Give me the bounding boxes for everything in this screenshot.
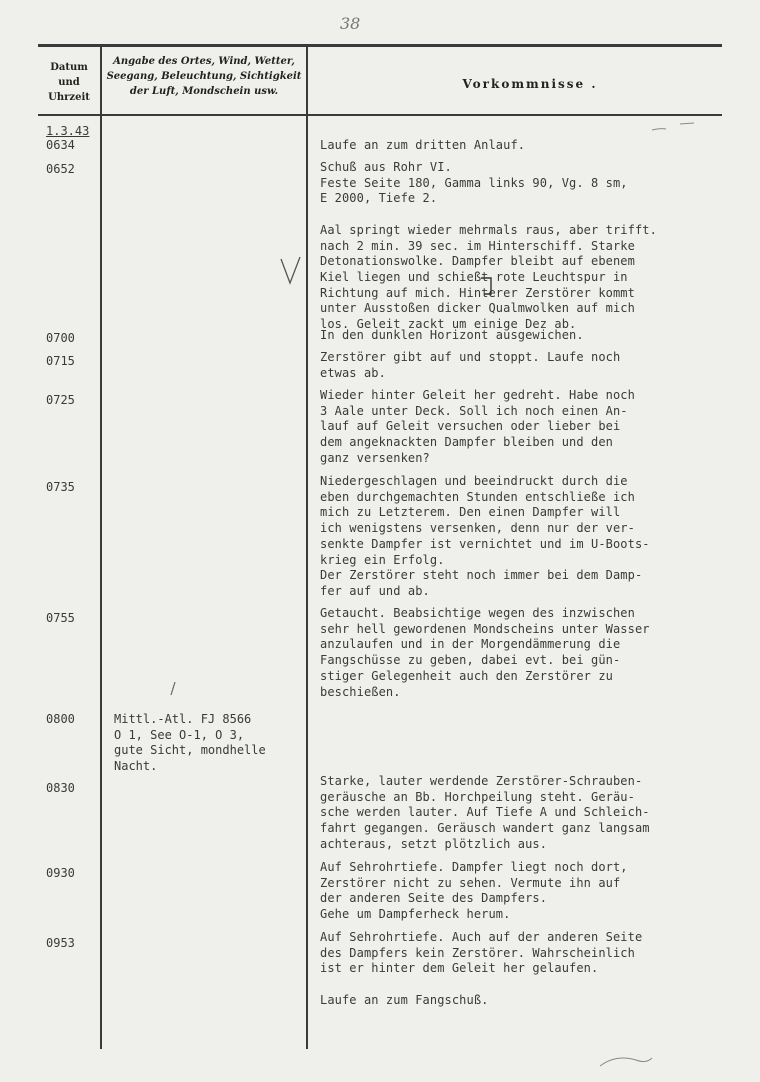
column-divider-1 [100,46,102,1049]
entry-time: 0735 [46,480,75,494]
header-date-time-text: Datum und Uhrzeit [48,62,90,103]
column-divider-2 [306,46,308,1049]
entry-time: 0800 [46,712,75,726]
pencil-scribble-mark [596,1048,656,1072]
entry-text: Laufe an zum dritten Anlauf. [320,138,526,152]
entry-text: Auf Sehrohrtiefe. Auch auf der anderen Seite des Dampfers kein Zerstörer. Wahrscheinlich ist er hinter dem Geleit her gelaufen. Laufe an zum Fangschuß. [320,930,643,1007]
entry-location: Mittl.-Atl. FJ 8566 O 1, See O-1, O 3, gute Sicht, mondhelle Nacht. [114,712,266,773]
table-top-rule [38,44,722,47]
header-events-text: Vorkommnisse . [462,77,598,91]
header-events [310,77,750,91]
entry-text: Niedergeschlagen und beeindruckt durch die eben durchgemachten Stunden entschließe ich mich zu Letzterem. Den einen Dampfer will ich wenigstens versenken, denn nur der ver- senkte Dampfer ist vernichtet und im U-Boots- krieg ein Erfolg. Der Zerstörer steht noch immer bei dem Damp- fer auf und ab. [320,474,650,598]
entry-time: 0953 [46,936,75,950]
header-location-weather-text: Angabe des Ortes, Wind, Wetter, Seegang, Beleuchtung, Sichtigkeit der Luft, Mondschein usw. [106,56,302,97]
header-bottom-rule [38,114,722,116]
entry-time: 0652 [46,162,75,176]
pencil-checkmark [278,255,304,287]
entry-text: Wieder hinter Geleit her gedreht. Habe noch 3 Aale unter Deck. Soll ich noch einen An- lauf auf Geleit versuchen oder lieber bei dem angeknackten Dampfer bleiben und den ganz versenken? [320,388,635,465]
pencil-tick-mark [650,120,700,134]
entry-time: 0755 [46,611,75,625]
entry-time: 0715 [46,354,75,368]
entry-time: 0634 [46,138,75,152]
entry-text: Starke, lauter werdende Zerstörer-Schrauben- geräusche an Bb. Horchpeilung steht. Geräu- sche werden lauter. Auf Tiefe A und Schleich- fahrt gegangen. Geräusch wandert ganz langsam achteraus, setzt plötzlich aus. [320,774,650,851]
header-date-time [38,60,100,105]
entry-time: 0830 [46,781,75,795]
header-location-weather [104,54,304,99]
entry-time: 0700 [46,331,75,345]
entry-text: Auf Sehrohrtiefe. Dampfer liegt noch dort, Zerstörer nicht zu sehen. Vermute ihn auf der anderen Seite des Dampfers. Gehe um Dampferheck herum. [320,860,628,922]
log-date: 1.3.43 [46,124,90,138]
pencil-bracket-mark [480,276,494,298]
entry-time: 0725 [46,393,75,407]
entry-time: 0930 [46,866,75,880]
page-number-mark: 38 [340,14,361,33]
entry-text: Getaucht. Beabsichtige wegen des inzwischen sehr hell gewordenen Mondscheins unter Wasser anzulaufen und in der Morgendämmerung die Fangschüsse zu geben, dabei evt. bei gün- stiger Gelegenheit auch den Zerstörer zu beschießen. [320,606,650,699]
pencil-stroke-mark [168,680,178,698]
entry-text: Zerstörer gibt auf und stoppt. Laufe noch etwas ab. [320,350,621,380]
entry-text: Schuß aus Rohr VI. Feste Seite 180, Gamma links 90, Vg. 8 sm, E 2000, Tiefe 2. Aal springt wieder mehrmals raus, aber trifft. nach 2 min. 39 sec. im Hinterschiff. Starke Detonationswolke. Dampfer bleibt auf ebenem Kiel liegen und schießt rote Leuchtspur in Richtung auf mich. Hinterer Zerstörer kommt unter Ausstoßen dicker Qualmwolken auf mich los. Geleit zackt um einige Dez ab. [320,160,657,332]
entry-text: In den dunklen Horizont ausgewichen. [320,328,584,342]
